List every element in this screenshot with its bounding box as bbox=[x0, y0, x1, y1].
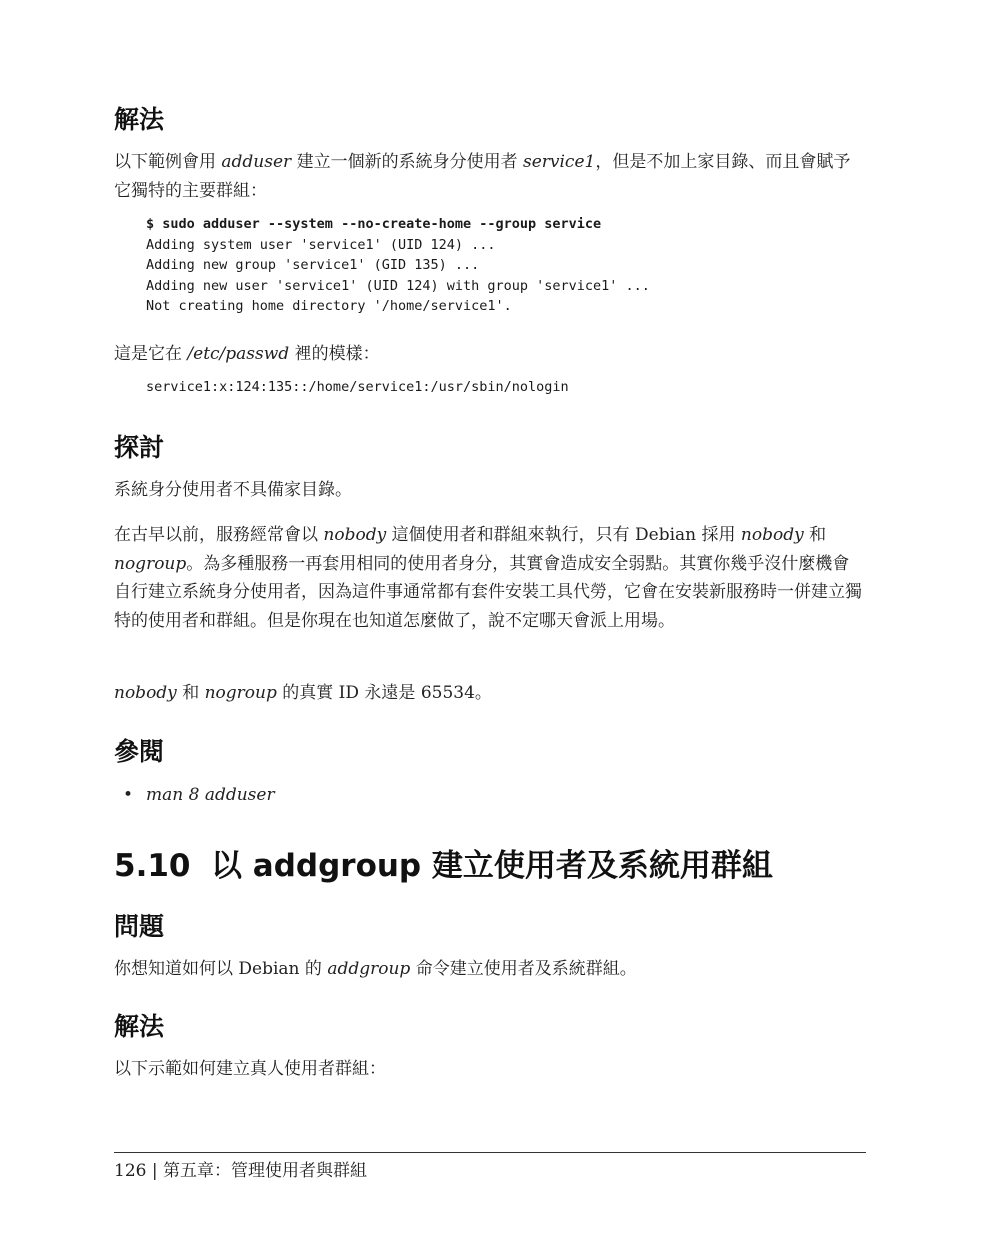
code-output-line: Not creating home directory '/home/service1'. bbox=[146, 298, 512, 315]
code-output-line: Adding system user 'service1' (UID 124) ... bbox=[146, 236, 496, 253]
passwd-intro: 這是它在 /etc/passwd 裡的模樣： bbox=[114, 344, 380, 364]
page-footer bbox=[114, 1158, 367, 1184]
page-number: 126 bbox=[114, 1161, 147, 1181]
service1-user: service1 bbox=[522, 152, 596, 172]
list-item: • man 8 adduser bbox=[114, 781, 275, 809]
see-also-heading: 參閱 bbox=[114, 737, 165, 766]
section-title: 以 addgroup 建立使用者及系統用群組 bbox=[211, 848, 773, 884]
solution2-heading: 解法 bbox=[114, 1012, 165, 1041]
discussion-paragraph-1: 系統身分使用者不具備家目錄。 bbox=[114, 480, 352, 500]
solution-heading: 解法 bbox=[114, 105, 165, 134]
discussion-paragraph-2: 在古早以前，服務經常會以 nobody 這個使用者和群組來執行，只有 Debian 採用 nobody 和 nogroup。為多種服務一再套用相同的使用者身分，其實會造成安全弱點。其實你幾乎沒什麼機會自行建立系統身分使用者，因為這件事通常都有套件安裝工具代勞，它會在安裝新服務時一併建立獨特的使用者和群組。但是你現在也知道怎麼做了，說不定哪天會派上用場。 bbox=[114, 525, 862, 631]
book-page bbox=[114, 0, 866, 1243]
solution-intro: 以下範例會用 adduser 建立一個新的系統身分使用者 service1，但是不加上家目錄、而且會賦予它獨特的主要群組： bbox=[114, 152, 851, 201]
adduser-command: adduser bbox=[221, 152, 292, 172]
code-command: $ sudo adduser --system --no-create-home --group service bbox=[146, 216, 602, 232]
section-number: 5.10 bbox=[114, 848, 191, 884]
problem-text: 你想知道如何以 Debian 的 addgroup 命令建立使用者及系統群組。 bbox=[114, 959, 637, 979]
passwd-path: /etc/passwd bbox=[187, 344, 290, 364]
problem-heading: 問題 bbox=[114, 912, 165, 941]
code-output-line: Adding new group 'service1' (GID 135) ... bbox=[146, 257, 480, 274]
solution2-text: 以下示範如何建立真人使用者群組： bbox=[114, 1059, 386, 1079]
see-also-list bbox=[114, 781, 275, 809]
adduser-code-block bbox=[146, 214, 650, 317]
code-output-line: Adding new user 'service1' (UID 124) with group 'service1' ... bbox=[146, 277, 650, 294]
footer-separator: | bbox=[151, 1161, 158, 1181]
addgroup-command: addgroup bbox=[327, 959, 411, 979]
bullet-icon: • bbox=[123, 785, 134, 805]
chapter-section-title bbox=[114, 846, 773, 886]
discussion-heading: 探討 bbox=[114, 433, 165, 462]
footer-chapter: 第五章：管理使用者與群組 bbox=[163, 1161, 367, 1181]
discussion-paragraph-3: nobody 和 nogroup 的真實 ID 永遠是 65534。 bbox=[114, 683, 492, 703]
footer-divider bbox=[114, 1152, 866, 1153]
passwd-line: service1:x:124:135::/home/service1:/usr/sbin/nologin bbox=[146, 379, 569, 395]
